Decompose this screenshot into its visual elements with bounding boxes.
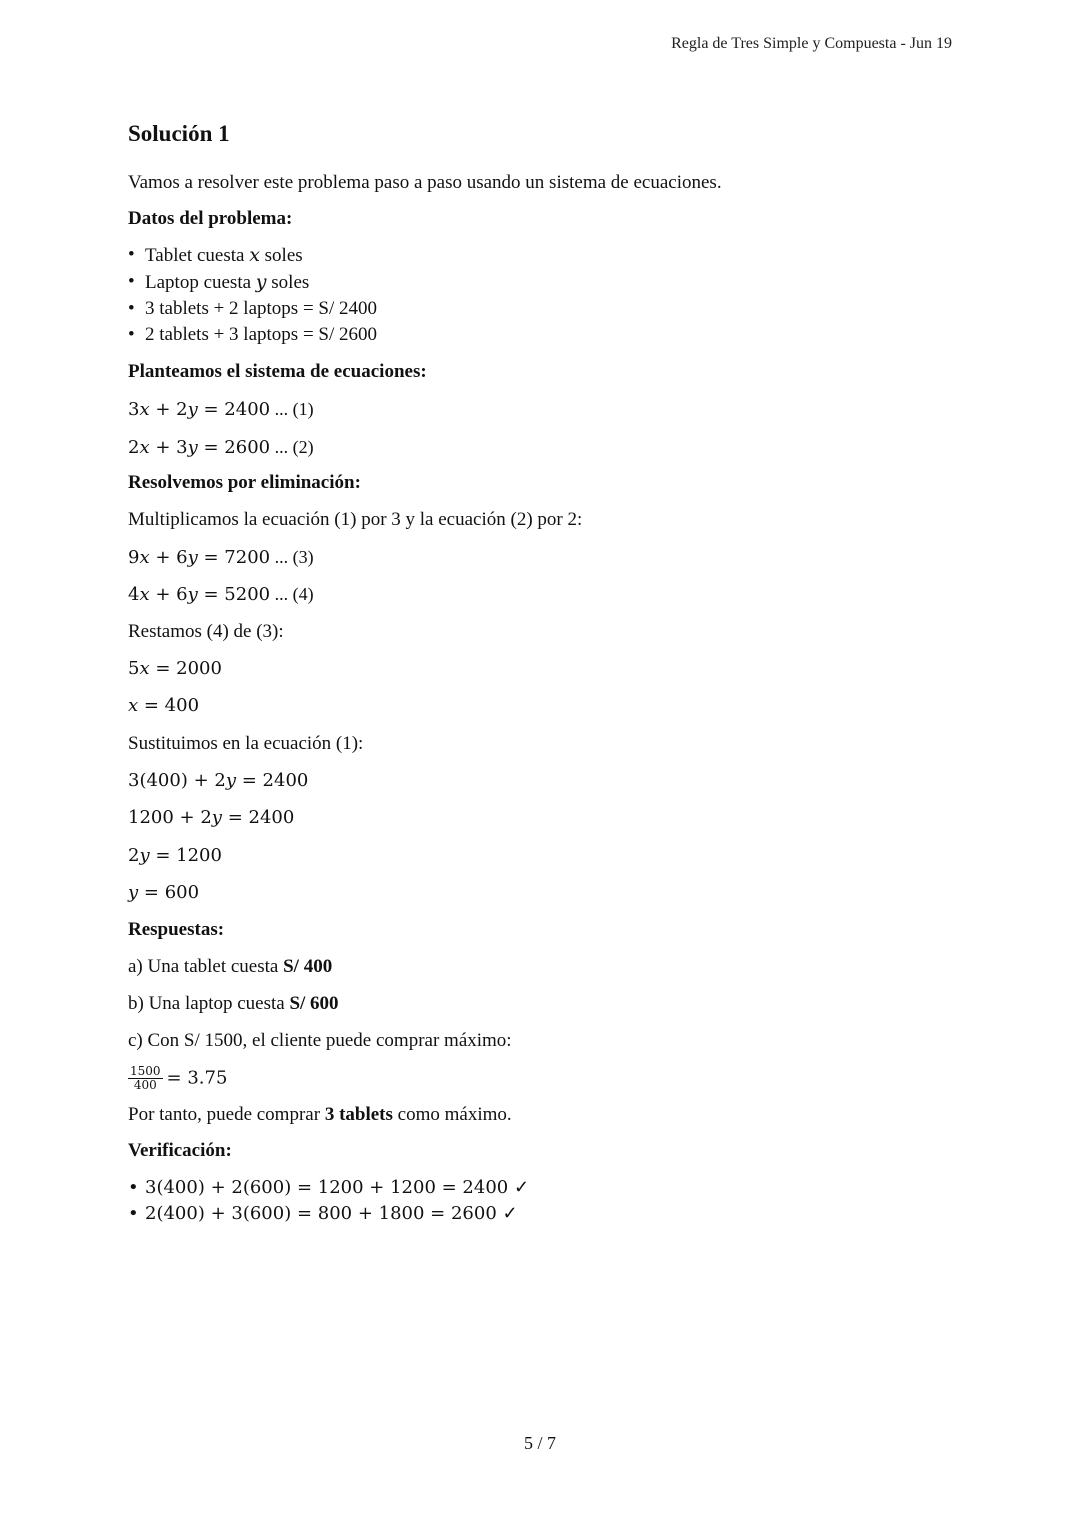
system-heading: Planteamos el sistema de ecuaciones: <box>128 361 427 383</box>
list-item: • 3(400) + 2(600) = 1200 + 1200 = 2400 ✓ <box>128 1175 958 1201</box>
equation-4: 4x + 6y = 5200 ... (4) <box>128 584 314 606</box>
substitute-text: Sustituimos en la ecuación (1): <box>128 732 364 754</box>
equation-5: 5x = 2000 <box>128 657 222 679</box>
equation-8: 1200 + 2y = 2400 <box>128 807 295 829</box>
intro-text: Vamos a resolver este problema paso a paso usando un sistema de ecuaciones. <box>128 171 722 193</box>
answer-c: c) Con S/ 1500, el cliente puede comprar máximo: <box>128 1029 512 1051</box>
equation-6: x = 400 <box>128 695 200 717</box>
equation-9: 2y = 1200 <box>128 844 222 866</box>
verification-list <box>128 1175 958 1227</box>
running-header: Regla de Tres Simple y Compuesta - Jun 19 <box>671 35 952 52</box>
list-item: • 2 tablets + 3 laptops = S/ 2600 <box>128 322 958 348</box>
list-item: • 3 tablets + 2 laptops = S/ 2400 <box>128 296 958 322</box>
fraction-denominator: 400 <box>133 1077 157 1092</box>
fraction-result: = 3.75 <box>166 1067 228 1088</box>
answer-a: a) Una tablet cuesta S/ 400 <box>128 955 333 977</box>
multiply-text: Multiplicamos la ecuación (1) por 3 y la ecuación (2) por 2: <box>128 508 583 530</box>
subtract-text: Restamos (4) de (3): <box>128 620 284 642</box>
conclusion-text: Por tanto, puede comprar 3 tablets como máximo. <box>128 1104 512 1125</box>
data-list <box>128 242 958 348</box>
equation-10: y = 600 <box>128 882 200 904</box>
solution-content <box>128 120 958 1239</box>
list-item: • Tablet cuesta x soles <box>128 242 958 269</box>
equation-3: 9x + 6y = 7200 ... (3) <box>128 546 314 568</box>
equation-7: 3(400) + 2y = 2400 <box>128 769 309 791</box>
fraction-equation <box>128 1065 958 1091</box>
solution-title: Solución 1 <box>128 121 230 146</box>
list-item: • 2(400) + 3(600) = 800 + 1800 = 2600 ✓ <box>128 1201 958 1227</box>
equation-2: 2x + 3y = 2600 ... (2) <box>128 436 314 458</box>
page-number: 5 / 7 <box>523 1433 556 1453</box>
data-heading: Datos del problema: <box>128 207 293 229</box>
equation-1: 3x + 2y = 2400 ... (1) <box>128 399 314 420</box>
fraction-numerator: 1500 <box>130 1063 161 1078</box>
verification-heading: Verificación: <box>128 1140 232 1161</box>
answer-b: b) Una laptop cuesta S/ 600 <box>128 992 339 1014</box>
list-item: • Laptop cuesta y soles <box>128 269 958 296</box>
answers-heading: Respuestas: <box>128 918 225 940</box>
fraction <box>128 1065 163 1092</box>
elimination-heading: Resolvemos por eliminación: <box>128 472 361 493</box>
